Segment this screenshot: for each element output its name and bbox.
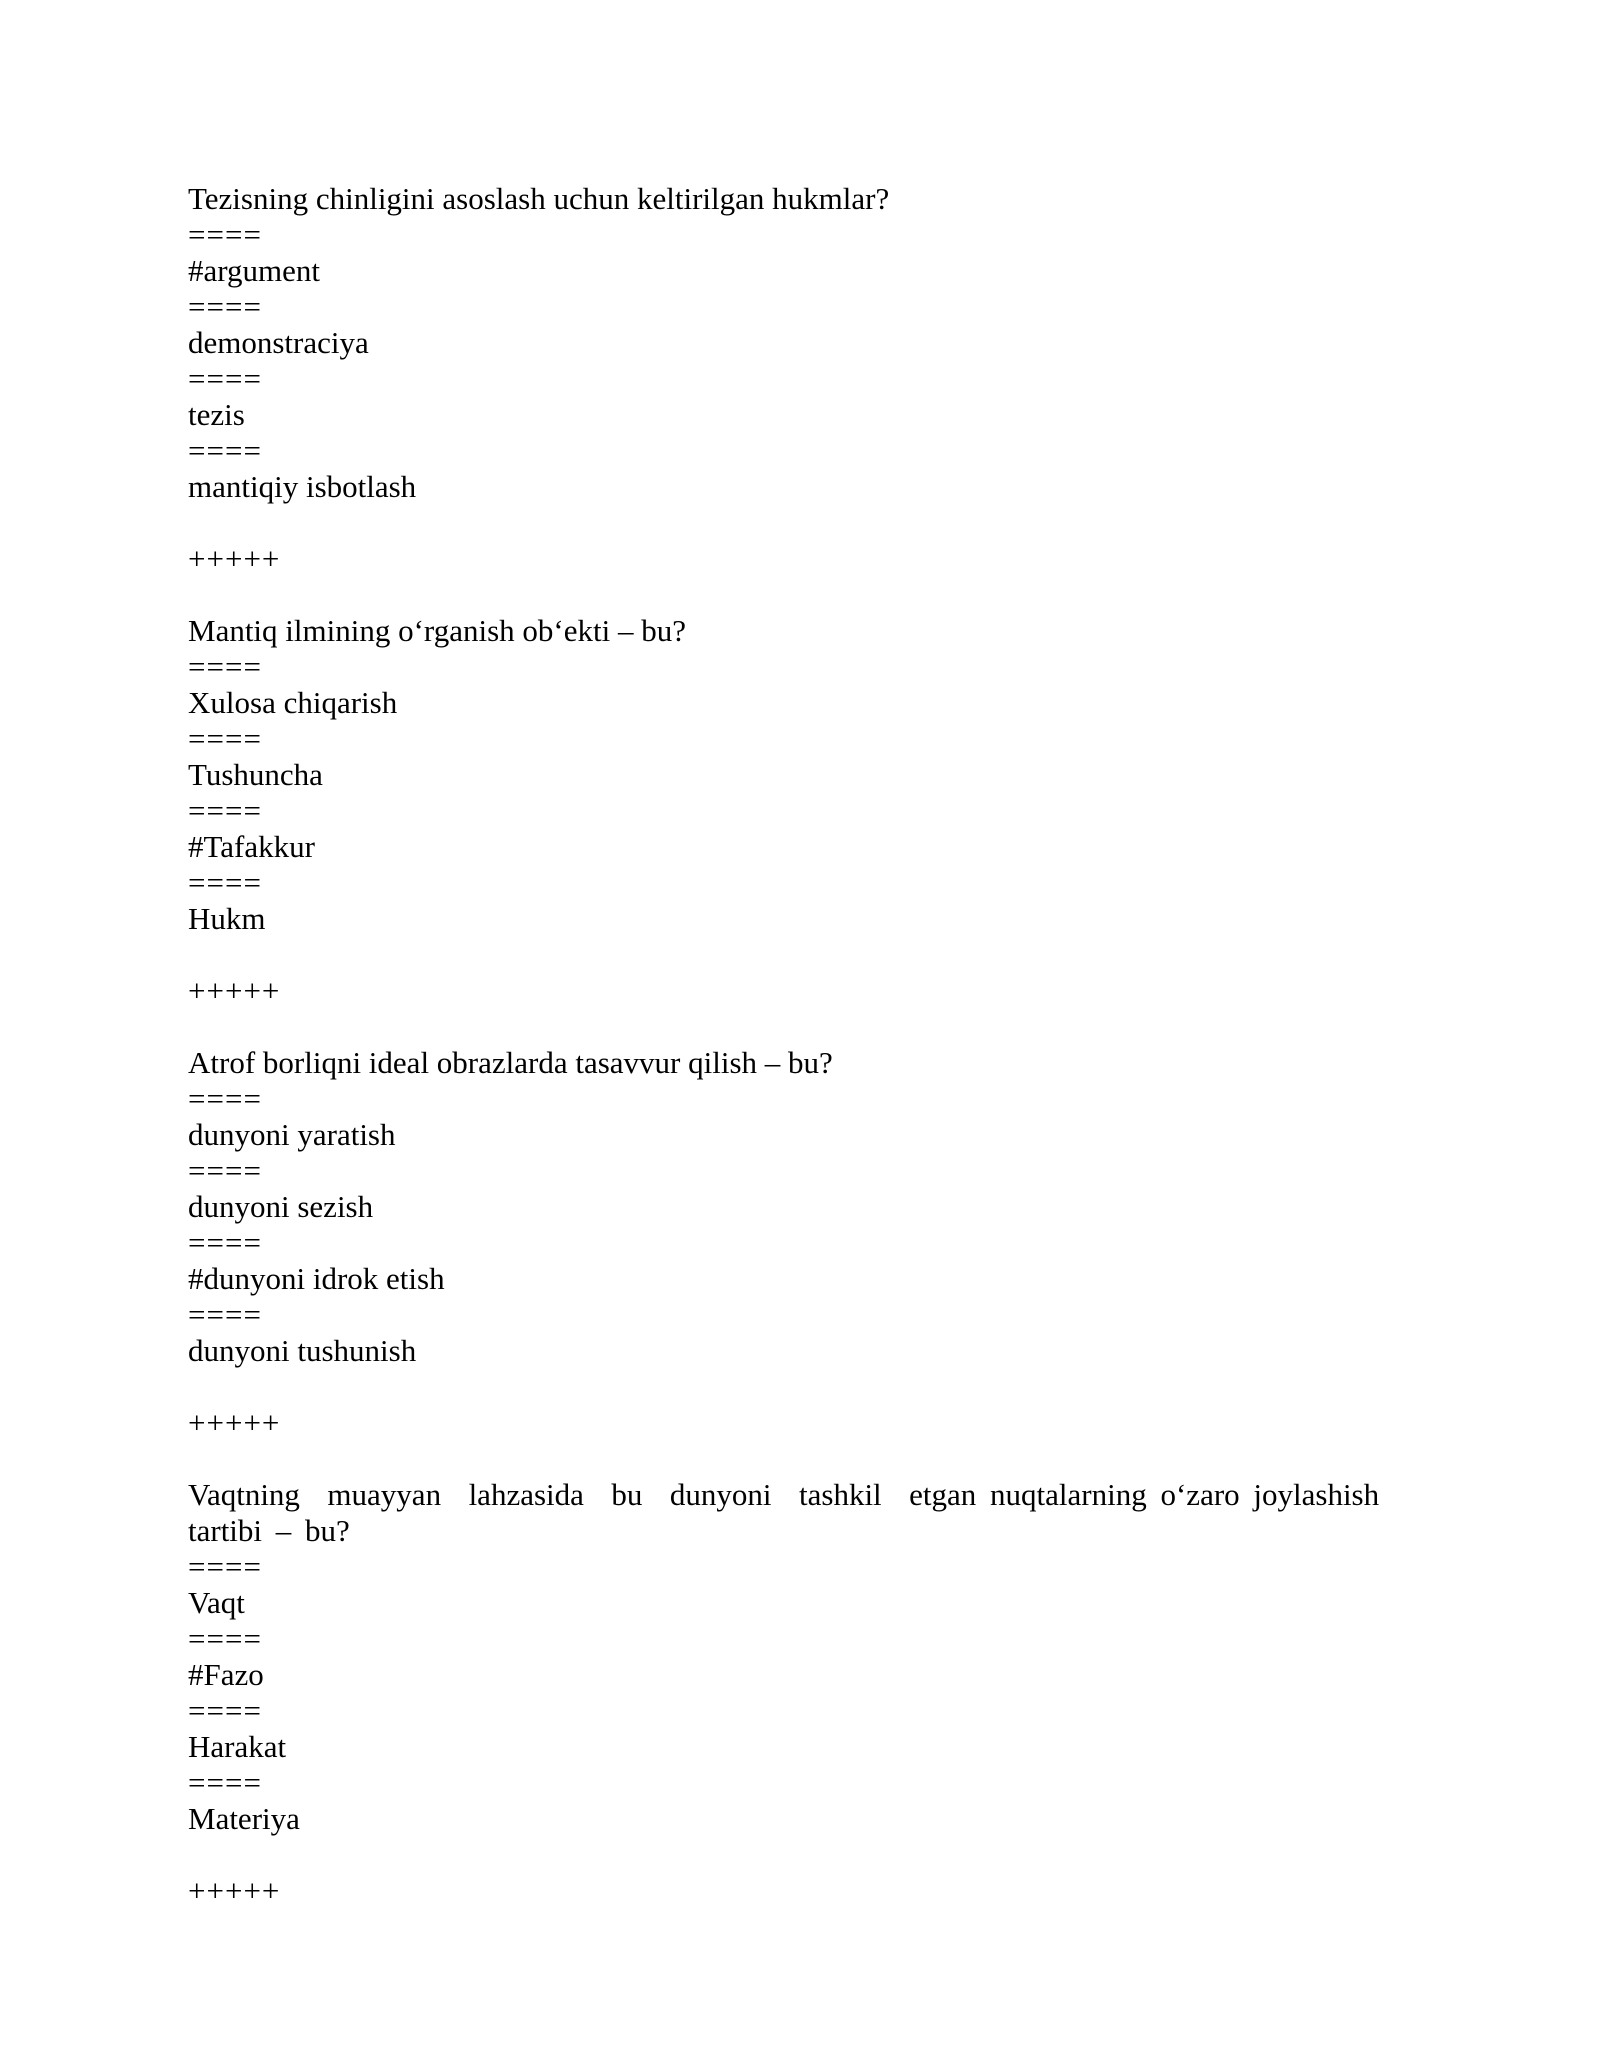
question-block: [188, 613, 1438, 1045]
option-separator: ====: [188, 361, 262, 396]
question-text: Vaqtning muayyan lahzasida bu dunyoni tashkil etgan nuqtalarning o‘zaro joylashish tartibi – bu?: [188, 1477, 1393, 1548]
option-separator: ====: [188, 1225, 262, 1260]
answer-option: dunyoni sezish: [188, 1189, 374, 1224]
document-page: [188, 181, 1438, 1909]
question-block: [188, 1045, 1438, 1477]
option-separator: ====: [188, 289, 262, 324]
option-separator: ====: [188, 865, 262, 900]
answer-option: Vaqt: [188, 1585, 245, 1620]
answer-option: dunyoni yaratish: [188, 1117, 396, 1152]
option-separator: ====: [188, 1153, 262, 1188]
block-end-marker: +++++: [188, 1405, 281, 1440]
option-separator: ====: [188, 1693, 262, 1728]
option-separator: ====: [188, 433, 262, 468]
answer-option: #argument: [188, 253, 321, 288]
answer-option: #Tafakkur: [188, 829, 315, 864]
answer-option: Harakat: [188, 1729, 287, 1764]
question-text: Atrof borliqni ideal obrazlarda tasavvur qilish – bu?: [188, 1045, 833, 1080]
answer-option: Materiya: [188, 1801, 300, 1836]
answer-option: Hukm: [188, 901, 266, 936]
answer-option: Tushuncha: [188, 757, 323, 792]
question-block: [188, 1477, 1438, 1909]
option-separator: ====: [188, 1081, 262, 1116]
block-end-marker: +++++: [188, 973, 281, 1008]
question-text: Tezisning chinligini asoslash uchun keltirilgan hukmlar?: [188, 181, 890, 216]
question-text: Mantiq ilmining o‘rganish ob‘ekti – bu?: [188, 613, 686, 648]
option-separator: ====: [188, 793, 262, 828]
option-separator: ====: [188, 649, 262, 684]
answer-option: tezis: [188, 397, 245, 432]
option-separator: ====: [188, 1621, 262, 1656]
answer-option: dunyoni tushunish: [188, 1333, 417, 1368]
option-separator: ====: [188, 1297, 262, 1332]
answer-option: demonstraciya: [188, 325, 369, 360]
option-separator: ====: [188, 1765, 262, 1800]
block-end-marker: +++++: [188, 1873, 281, 1908]
answer-option: #Fazo: [188, 1657, 264, 1692]
question-block: [188, 181, 1438, 613]
option-separator: ====: [188, 721, 262, 756]
answer-option: mantiqiy isbotlash: [188, 469, 417, 504]
answer-option: #dunyoni idrok etish: [188, 1261, 445, 1296]
answer-option: Xulosa chiqarish: [188, 685, 398, 720]
option-separator: ====: [188, 1549, 262, 1584]
option-separator: ====: [188, 217, 262, 252]
block-end-marker: +++++: [188, 541, 281, 576]
